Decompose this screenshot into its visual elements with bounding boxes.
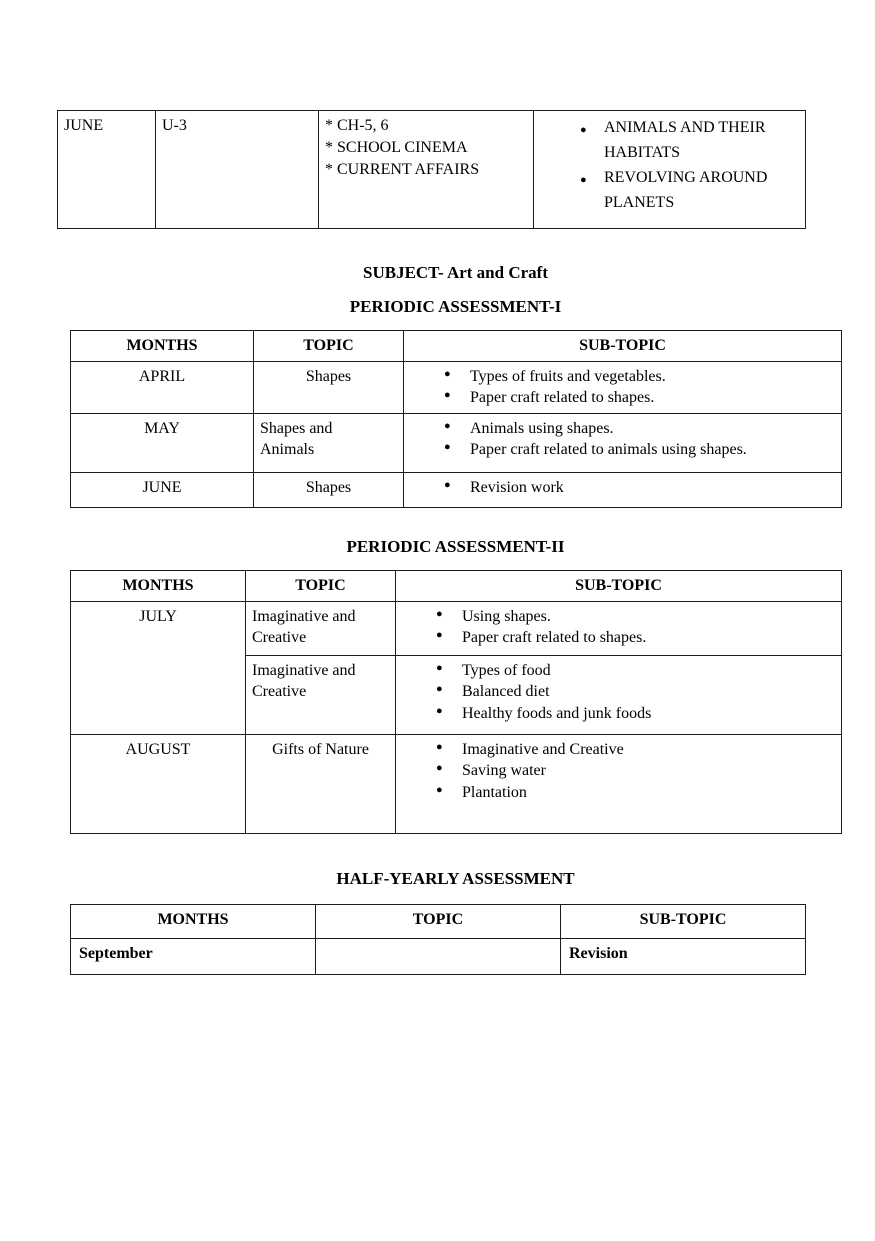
topic-text: Imaginative and Creative <box>252 661 356 701</box>
month-cell: JUNE <box>71 472 254 507</box>
half-yearly-table <box>70 904 806 975</box>
month-cell: JULY <box>71 601 246 734</box>
months-header: MONTHS <box>71 331 254 362</box>
table-row <box>71 413 842 472</box>
table-header-row <box>71 571 842 602</box>
topic-cell: Shapes <box>254 361 404 413</box>
topic-cell <box>246 655 396 734</box>
bullet-item: ● ANIMALS AND THEIR HABITATS <box>580 115 799 165</box>
subtopics-cell <box>534 111 806 229</box>
month-cell: September <box>71 939 316 975</box>
subtopics-cell <box>396 734 842 833</box>
bullet-list <box>410 418 835 461</box>
bullet-item: ● Types of food <box>436 660 835 682</box>
chapter-item: * SCHOOL CINEMA <box>325 139 468 156</box>
periodic-assessment-1-heading: PERIODIC ASSESSMENT-I <box>349 297 562 316</box>
table-row <box>71 939 806 975</box>
bullet-item: ● Revision work <box>444 477 835 499</box>
months-header: MONTHS <box>71 571 246 602</box>
subtopics-cell <box>404 472 842 507</box>
topic-cell <box>316 939 561 975</box>
table-header-row <box>71 331 842 362</box>
bullet-list <box>410 366 835 409</box>
subtopic-header: SUB-TOPIC <box>561 905 806 939</box>
topic-header: TOPIC <box>316 905 561 939</box>
bullet-item: ● Paper craft related to animals using shapes. <box>444 439 835 461</box>
chapter-item: * CURRENT AFFAIRS <box>325 161 480 178</box>
bullet-list <box>540 115 799 215</box>
topic-cell <box>246 601 396 655</box>
bullet-item: ● Types of fruits and vegetables. <box>444 366 835 388</box>
bullet-item: ● REVOLVING AROUND PLANETS <box>580 165 799 215</box>
topic-cell: Shapes <box>254 472 404 507</box>
bullet-item: ● Plantation <box>436 782 835 804</box>
month-cell: JUNE <box>58 111 156 229</box>
subtopics-cell <box>404 413 842 472</box>
table-header-row <box>71 905 806 939</box>
topic-text: Imaginative and Creative <box>252 607 356 647</box>
table-row <box>71 361 842 413</box>
bullet-item: ● Healthy foods and junk foods <box>436 703 835 725</box>
month-cell: AUGUST <box>71 734 246 833</box>
topic-header: TOPIC <box>246 571 396 602</box>
bullet-list <box>402 660 835 725</box>
bullet-item: ● Imaginative and Creative <box>436 739 835 761</box>
subject-heading: SUBJECT- Art and Craft <box>363 263 548 282</box>
bullet-item: ● Saving water <box>436 760 835 782</box>
topic-cell: Gifts of Nature <box>246 734 396 833</box>
unit-cell: U-3 <box>156 111 319 229</box>
june-overview-table <box>57 110 806 229</box>
bullet-item: ● Paper craft related to shapes. <box>436 627 835 649</box>
periodic-assessment-2-table <box>70 570 842 834</box>
bullet-item: ● Paper craft related to shapes. <box>444 387 835 409</box>
chapter-item: * CH-5, 6 <box>325 117 389 134</box>
periodic-assessment-1-table <box>70 330 842 508</box>
subtopics-cell <box>404 361 842 413</box>
table-row <box>71 472 842 507</box>
subtopic-cell: Revision <box>561 939 806 975</box>
half-yearly-heading: HALF-YEARLY ASSESSMENT <box>336 869 575 888</box>
table-row <box>58 111 806 229</box>
topic-text: Shapes and Animals <box>260 419 333 459</box>
bullet-list <box>402 739 835 804</box>
month-cell: APRIL <box>71 361 254 413</box>
month-cell: MAY <box>71 413 254 472</box>
topic-header: TOPIC <box>254 331 404 362</box>
bullet-item: ● Balanced diet <box>436 681 835 703</box>
bullet-list <box>410 477 835 499</box>
subtopic-header: SUB-TOPIC <box>404 331 842 362</box>
months-header: MONTHS <box>71 905 316 939</box>
bullet-item: ● Animals using shapes. <box>444 418 835 440</box>
chapters-cell <box>319 111 534 229</box>
periodic-assessment-2-heading: PERIODIC ASSESSMENT-II <box>346 537 565 556</box>
bullet-item: ● Using shapes. <box>436 606 835 628</box>
table-row <box>71 601 842 655</box>
subtopics-cell <box>396 655 842 734</box>
table-row <box>71 734 842 833</box>
topic-cell <box>254 413 404 472</box>
bullet-list <box>402 606 835 649</box>
subtopic-header: SUB-TOPIC <box>396 571 842 602</box>
subtopics-cell <box>396 601 842 655</box>
